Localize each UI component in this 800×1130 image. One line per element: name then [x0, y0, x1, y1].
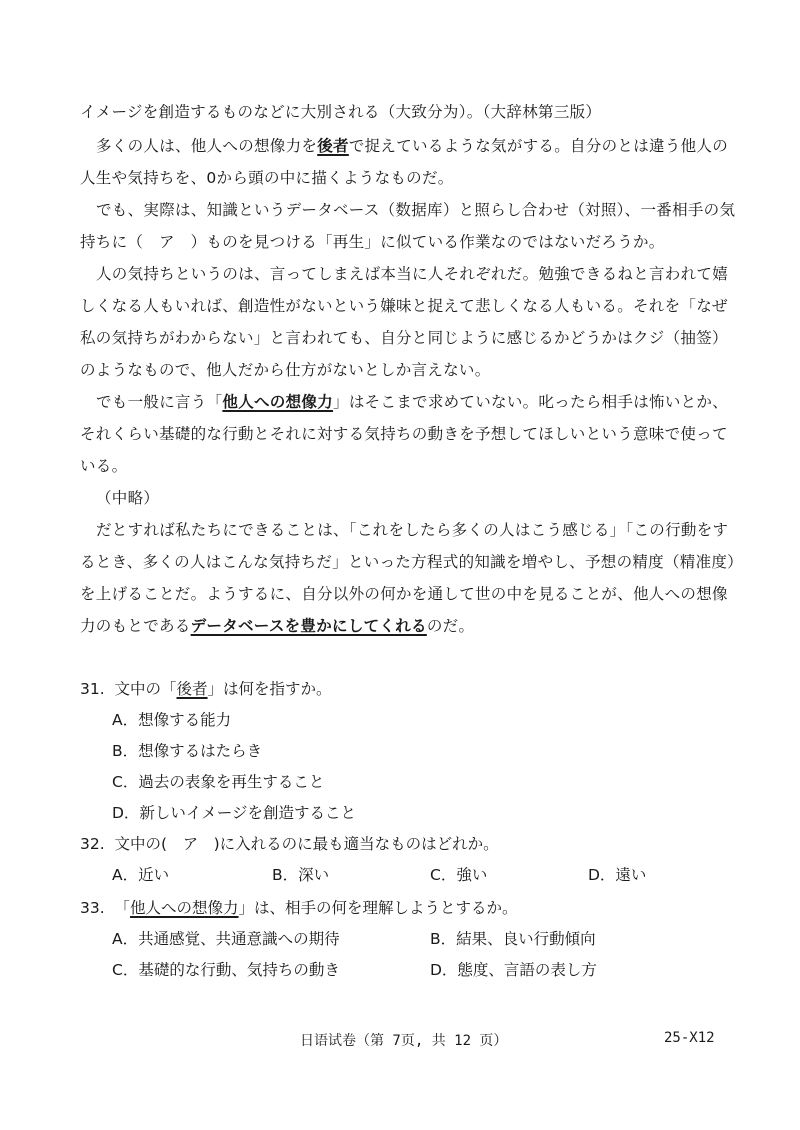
question-stem-b: 」は、相手の何を理解しようとするか。 [238, 899, 518, 917]
passage-paragraph-1 [80, 130, 740, 194]
passage-paragraph-5 [80, 514, 740, 642]
q32-option-d[interactable]: D．遠い [588, 866, 647, 884]
question-stem-a: 「 [114, 899, 131, 917]
question-number: 31. [80, 680, 105, 698]
p2-text: でも、実際は、知識というデータベース（数据库）と照らし合わせ（対照）、一番相手の気持ちに（ ア ）ものを見つける「再生」に似ている作業なのではないだろうか。 [80, 201, 736, 251]
q33-option-d[interactable]: D．態度、言語の表し方 [430, 961, 597, 979]
underlined-term-database: データベースを豊かにしてくれる [190, 617, 427, 635]
question-32 [80, 832, 499, 856]
q31-option-b[interactable]: B．想像するはたらき [112, 742, 263, 760]
q33-option-a[interactable]: A．共通感覚、共通意識への期待 [112, 930, 340, 948]
q33-option-c[interactable]: C．基礎的な行動、気持ちの動き [112, 961, 340, 979]
underlined-term-imagination: 他人への想像力 [222, 393, 334, 411]
passage-paragraph-4 [80, 386, 740, 482]
p1-text-a: 多くの人は、他人への想像力を [96, 137, 318, 155]
underlined-term-kousha: 後者 [317, 137, 349, 155]
exam-code: 25-X12 [664, 1030, 715, 1046]
q31-option-a[interactable]: A．想像する能力 [112, 711, 232, 729]
p4-text-b: 」はそこまで求めていない。叱ったら相手は怖いとか、それくらい基礎的な行動とそれに対する気持ちの動きを予想してほしいという意味で使っている。 [80, 393, 729, 475]
p5-text-b: のだ。 [426, 617, 475, 635]
question-stem-a: 文中の「 [114, 680, 177, 698]
omitted-marker: （中略） [96, 489, 160, 507]
question-stem-b: 」は何を指すか。 [207, 680, 332, 698]
p3-text: 人の気持ちというのは、言ってしまえば本当に人それぞれだ。勉強できるねと言われて嬉しくなる人もいれば、創造性がないという嫌味と捉えて悲しくなる人もいる。それを「なぜ私の気持ちがわからない」と言われても、自分と同じように感じるかどうかはクジ（抽签）のようなもので、他人だから仕方がないとしか言えない。 [80, 265, 729, 379]
q31-option-d[interactable]: D．新しいイメージを創造すること [112, 804, 356, 822]
p1-text-b: で捉えているような気がする。自分のとは違う他人の人生や気持ちを、0から頭の中に描くようなものだ。 [80, 137, 729, 187]
p5-text-a: だとすれば私たちにできることは、「これをしたら多くの人はこう感じる」「この行動をするとき、多くの人はこんな気持ちだ」といった方程式的知識を増やし、予想の精度（精准度）を上げることだ。ようするに、自分以外の何かを通して世の中を見ることが、他人への想像力のもとである [80, 521, 736, 635]
passage-paragraph-2 [80, 194, 740, 258]
question-number: 32. [80, 835, 105, 853]
passage-paragraph-3 [80, 258, 740, 386]
question-underline: 他人への想像力 [130, 899, 239, 917]
q32-option-c[interactable]: C．強い [430, 866, 488, 884]
q32-option-a[interactable]: A．近い [112, 866, 170, 884]
q33-option-b[interactable]: B．結果、良い行動傾向 [430, 930, 596, 948]
question-stem: 文中の( ア )に入れるのに最も適当なものはどれか。 [114, 835, 499, 853]
question-33 [80, 896, 518, 920]
q32-option-b[interactable]: B．深い [272, 866, 330, 884]
p4-text-a: でも一般に言う「 [96, 393, 223, 411]
passage-line-continuation: イメージを創造するものなどに大別される（大致分为）。（大辞林第三版） [80, 103, 602, 121]
question-underline: 後者 [176, 680, 208, 698]
q31-option-c[interactable]: C．過去の表象を再生すること [112, 773, 325, 791]
question-31 [80, 677, 332, 701]
page-footer-label: 日语试卷（第 7页, 共 12 页） [300, 1033, 508, 1049]
question-number: 33. [80, 899, 105, 917]
